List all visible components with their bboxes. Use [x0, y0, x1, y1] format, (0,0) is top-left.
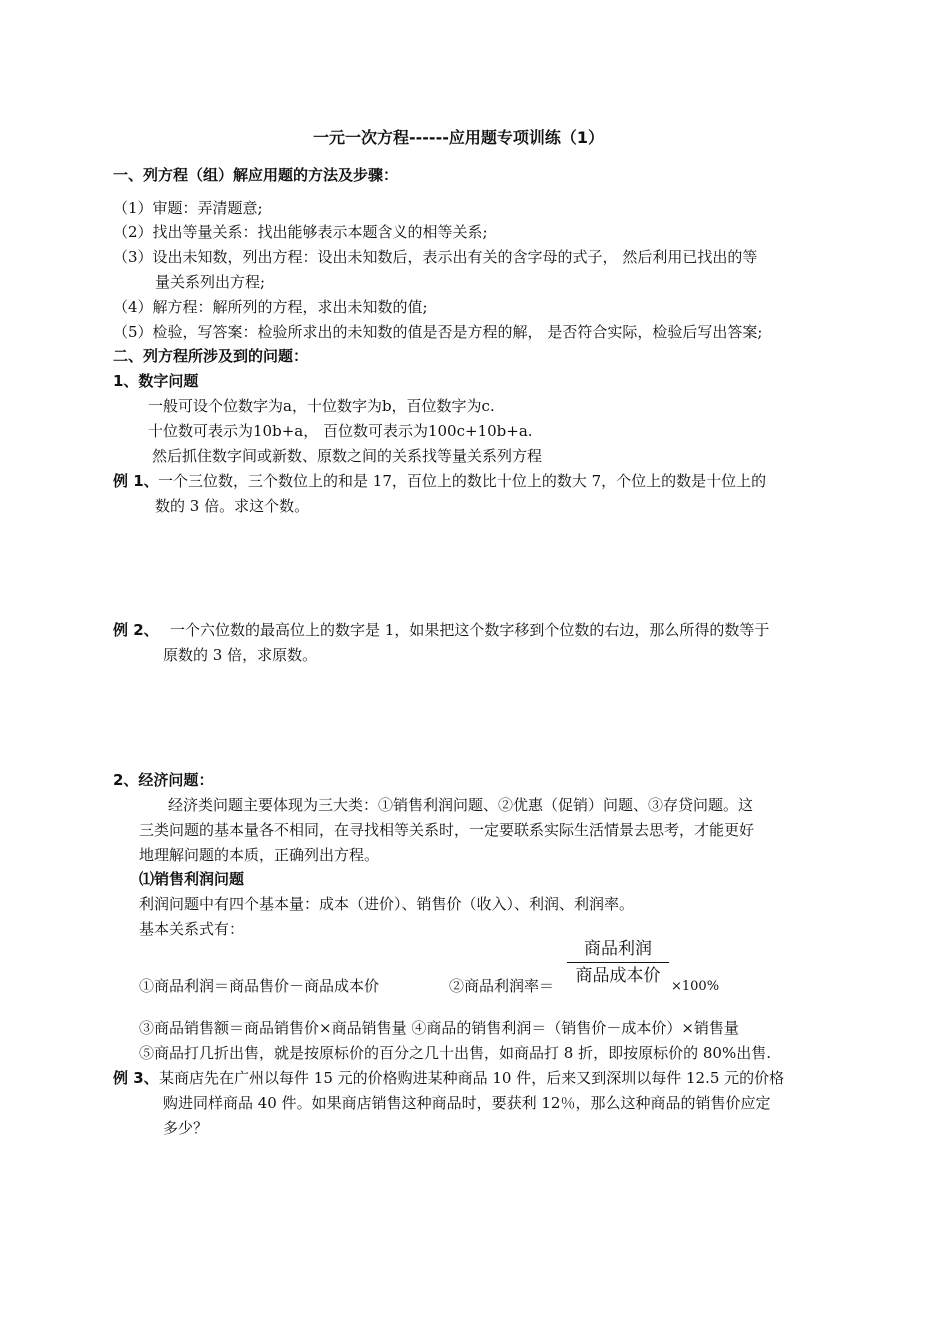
number-problems-line-1: 一般可设个位数字为a，十位数字为b，百位数字为c. — [148, 397, 495, 415]
document-title: 一元一次方程------应用题专项训练（1） — [313, 128, 604, 147]
economy-intro-1: 经济类问题主要体现为三大类：①销售利润问题、②优惠（促销）问题、③存贷问题。这 — [168, 796, 754, 814]
section2-heading: 二、列方程所涉及到的问题： — [113, 347, 309, 365]
example-1-label: 例 1、 — [113, 472, 159, 490]
example-3-text: 某商店先在广州以每件 15 元的价格购进某种商品 10 件，后来又到深圳以每件 12.5 元的价格 — [159, 1069, 785, 1087]
sales-profit-subheading: ⑴销售利润问题 — [139, 870, 245, 888]
number-problems-line-2: 十位数可表示为10b+a， 百位数可表示为100c+10b+a. — [148, 422, 533, 440]
example-3-label: 例 3、 — [113, 1069, 159, 1087]
number-problems-line-3: 然后抓住数字间或新数、原数之间的关系找等量关系列方程 — [152, 447, 543, 465]
relations-label: 基本关系式有： — [139, 920, 245, 938]
example-2-label: 例 2、 — [113, 621, 159, 639]
profit-rate-fraction — [567, 937, 669, 988]
profit-basics: 利润问题中有四个基本量：成本（进价）、销售价（收入）、利润、利润率。 — [139, 895, 635, 913]
economy-heading: 2、经济问题： — [113, 771, 214, 789]
economy-intro-3: 地理解问题的本质，正确列出方程。 — [139, 846, 380, 864]
step-5: （5）检验，写答案：检验所求出的未知数的值是否是方程的解， 是否符合实际，检验后写出答案; — [113, 323, 763, 341]
step-3-cont: 量关系列出方程; — [155, 273, 266, 291]
fraction-denominator: 商品成本价 — [575, 966, 661, 986]
step-1: （1）审题：弄清题意; — [113, 199, 263, 217]
fraction-numerator: 商品利润 — [567, 937, 669, 963]
economy-intro-2: 三类问题的基本量各不相同，在寻找相等关系时，一定要联系实际生活情景去思考，才能更好 — [139, 821, 755, 839]
formula-1: ①商品利润＝商品售价－商品成本价 — [139, 977, 380, 995]
example-3-text-cont: 购进同样商品 40 件。如果商店销售这种商品时，要获利 12％，那么这种商品的销售价应定 — [163, 1094, 771, 1112]
step-4: （4）解方程：解所列的方程，求出未知数的值; — [113, 298, 428, 316]
step-2: （2）找出等量关系：找出能够表示本题含义的相等关系; — [113, 223, 488, 241]
section1-heading: 一、列方程（组）解应用题的方法及步骤： — [113, 166, 399, 184]
step-3: （3）设出未知数，列出方程：设出未知数后，表示出有关的含字母的式子， 然后利用已找出的等 — [113, 248, 758, 266]
example-2-text: 一个六位数的最高位上的数字是 1，如果把这个数字移到个位数的右边，那么所得的数等于 — [170, 621, 770, 639]
formula-2-suffix: ×100% — [671, 979, 720, 994]
example-2-text-cont: 原数的 3 倍，求原数。 — [163, 646, 318, 664]
formula-2-prefix: ②商品利润率＝ — [449, 977, 555, 995]
number-problems-heading: 1、数字问题 — [113, 372, 199, 390]
example-1-text-cont: 数的 3 倍。求这个数。 — [155, 497, 310, 515]
example-3-text-cont-2: 多少？ — [163, 1119, 209, 1137]
formula-3-4: ③商品销售额＝商品销售价×商品销售量 ④商品的销售利润＝（销售价－成本价）×销售量 — [139, 1019, 739, 1037]
formula-5: ⑤商品打几折出售，就是按原标价的百分之几十出售，如商品打 8 折，即按原标价的 80%出售. — [139, 1044, 771, 1062]
example-1-text: 一个三位数，三个数位上的和是 17，百位上的数比十位上的数大 7，个位上的数是十位上的 — [158, 472, 767, 490]
